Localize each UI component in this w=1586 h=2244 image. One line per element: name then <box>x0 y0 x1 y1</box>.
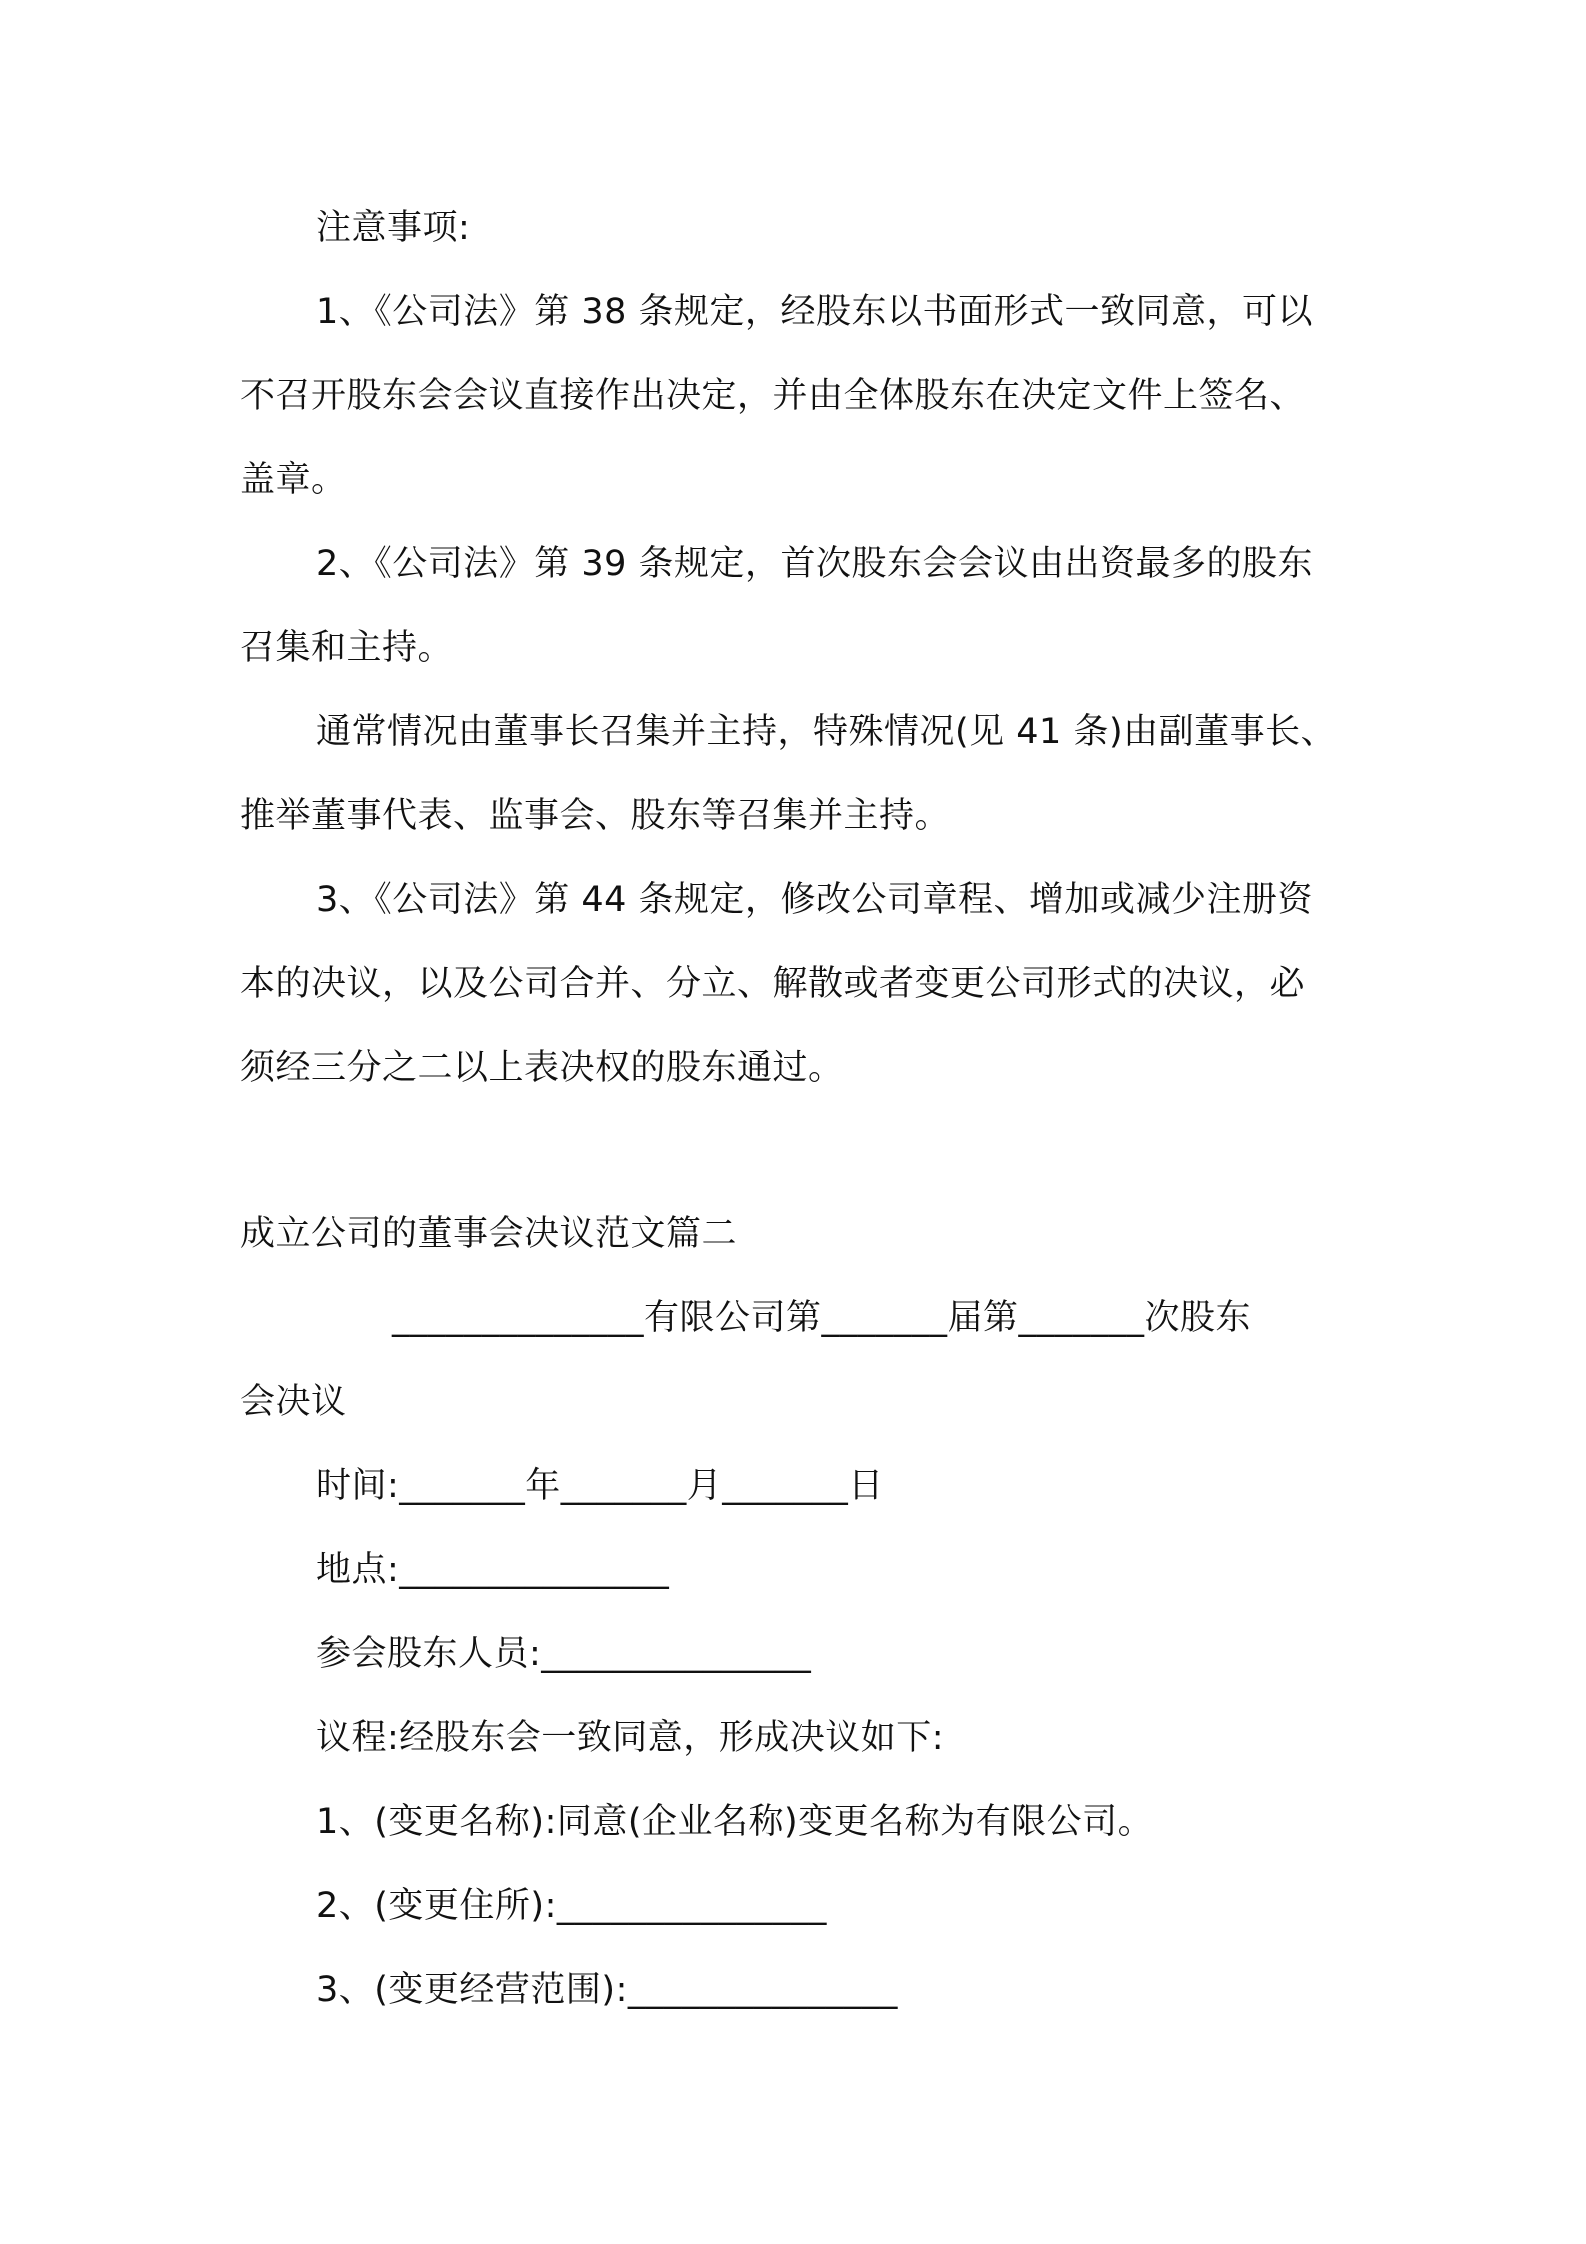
resolution-item-2: 2、(变更住所):_______________ <box>316 1886 827 1926</box>
meeting-time: 时间:_______年_______月_______日 <box>316 1466 884 1506</box>
note-item-1-line-3: 盖章。 <box>240 460 347 500</box>
note-item-2-line-2: 召集和主持。 <box>240 628 454 668</box>
resolution-title-line-1: ______________有限公司第_______届第_______次股东 <box>392 1298 1252 1338</box>
note-paragraph-line-1: 通常情况由董事长召集并主持，特殊情况(见 41 条)由副董事长、 <box>316 712 1337 752</box>
note-item-3-line-1: 3、《公司法》第 44 条规定，修改公司章程、增加或减少注册资 <box>316 880 1314 920</box>
note-item-3-line-3: 须经三分之二以上表决权的股东通过。 <box>240 1048 844 1088</box>
note-paragraph-line-2: 推举董事代表、监事会、股东等召集并主持。 <box>240 796 951 836</box>
notes-title: 注意事项: <box>316 208 471 248</box>
resolution-title-line-2: 会决议 <box>240 1382 347 1422</box>
meeting-place: 地点:_______________ <box>316 1550 670 1590</box>
meeting-attendees: 参会股东人员:_______________ <box>316 1634 812 1674</box>
note-item-3-line-2: 本的决议，以及公司合并、分立、解散或者变更公司形式的决议，必 <box>240 964 1306 1004</box>
note-item-1-line-1: 1、《公司法》第 38 条规定，经股东以书面形式一致同意，可以 <box>316 292 1314 332</box>
note-item-2-line-1: 2、《公司法》第 39 条规定，首次股东会会议由出资最多的股东 <box>316 544 1314 584</box>
resolution-item-3: 3、(变更经营范围):_______________ <box>316 1970 898 2010</box>
meeting-agenda: 议程:经股东会一致同意，形成决议如下: <box>316 1718 945 1758</box>
note-item-1-line-2: 不召开股东会会议直接作出决定，并由全体股东在决定文件上签名、 <box>240 376 1306 416</box>
resolution-item-1: 1、(变更名称):同意(企业名称)变更名称为有限公司。 <box>316 1802 1154 1842</box>
section-heading: 成立公司的董事会决议范文篇二 <box>240 1214 738 1254</box>
